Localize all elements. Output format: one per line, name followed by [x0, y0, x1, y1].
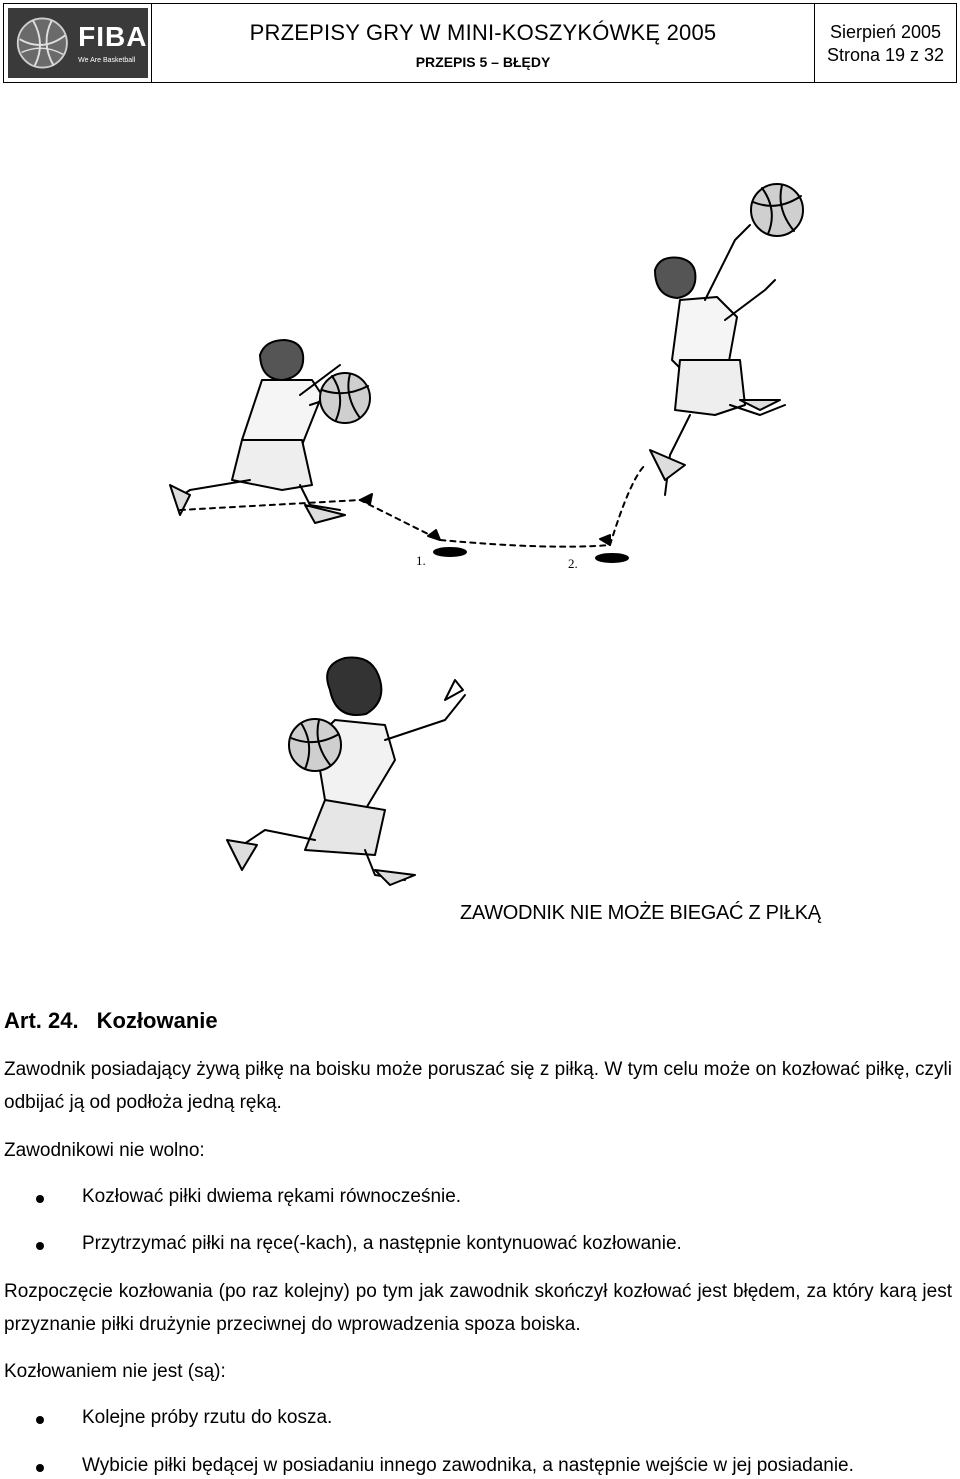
step-label-1: 1.	[416, 553, 426, 568]
article-paragraph-2: Rozpoczęcie kozłowania (po raz kolejny) po tym jak zawodnik skończył kozłować jest błędem, za który karą jest przyznanie piłki drużynie przeciwnej do wprowadzenia spoza boiska.	[4, 1281, 952, 1335]
page-number: Strona 19 z 32	[826, 45, 945, 65]
logo-fiba-text: FIBA	[78, 20, 148, 52]
bullet-icon	[36, 1242, 44, 1250]
ball-right-icon	[751, 184, 803, 236]
logo-cell	[4, 4, 152, 82]
not-allowed-intro: Zawodnikowi nie wolno:	[4, 1140, 205, 1161]
footprint-1-icon	[434, 548, 466, 556]
illustration-running-with-ball	[215, 650, 475, 890]
bullet-icon	[36, 1464, 44, 1472]
figure-caption: ZAWODNIK NIE MOŻE BIEGAĆ Z PIŁKĄ	[460, 902, 821, 924]
article-number: Art. 24.	[4, 1008, 79, 1033]
fiba-logo	[8, 8, 148, 78]
section-subtitle: PRZEPIS 5 – BŁĘDY	[415, 54, 551, 70]
bullet-icon	[36, 1416, 44, 1424]
illustration-dribble-jump	[150, 180, 810, 590]
basketball-logo-icon	[14, 13, 71, 73]
article-paragraph-1: Zawodnik posiadający żywą piłkę na boisku może poruszać się z piłką. W tym celu może on kozłować piłkę, czyli odbijać ją od podłoża jedną ręką.	[4, 1059, 952, 1113]
header-meta-cell	[815, 4, 956, 82]
document-title: PRZEPISY GRY W MINI-KOSZYKÓWKĘ 2005	[249, 20, 717, 45]
article-heading	[4, 1008, 218, 1034]
ball-carried-icon	[289, 719, 341, 771]
footprint-2-icon	[596, 554, 628, 562]
not-dribble-intro: Kozłowaniem nie jest (są):	[4, 1361, 226, 1382]
bullet-icon	[36, 1195, 44, 1203]
player-dribbling-figure	[170, 340, 360, 523]
step-label-2: 2.	[568, 556, 578, 571]
page-header	[3, 3, 957, 83]
ball-left-icon	[320, 373, 370, 423]
player-jumping-figure	[650, 225, 785, 495]
article-title: Kozłowanie	[96, 1008, 218, 1033]
logo-tagline: We Are Basketball	[78, 56, 136, 64]
document-date: Sierpień 2005	[829, 22, 942, 42]
header-title-cell	[152, 4, 815, 82]
